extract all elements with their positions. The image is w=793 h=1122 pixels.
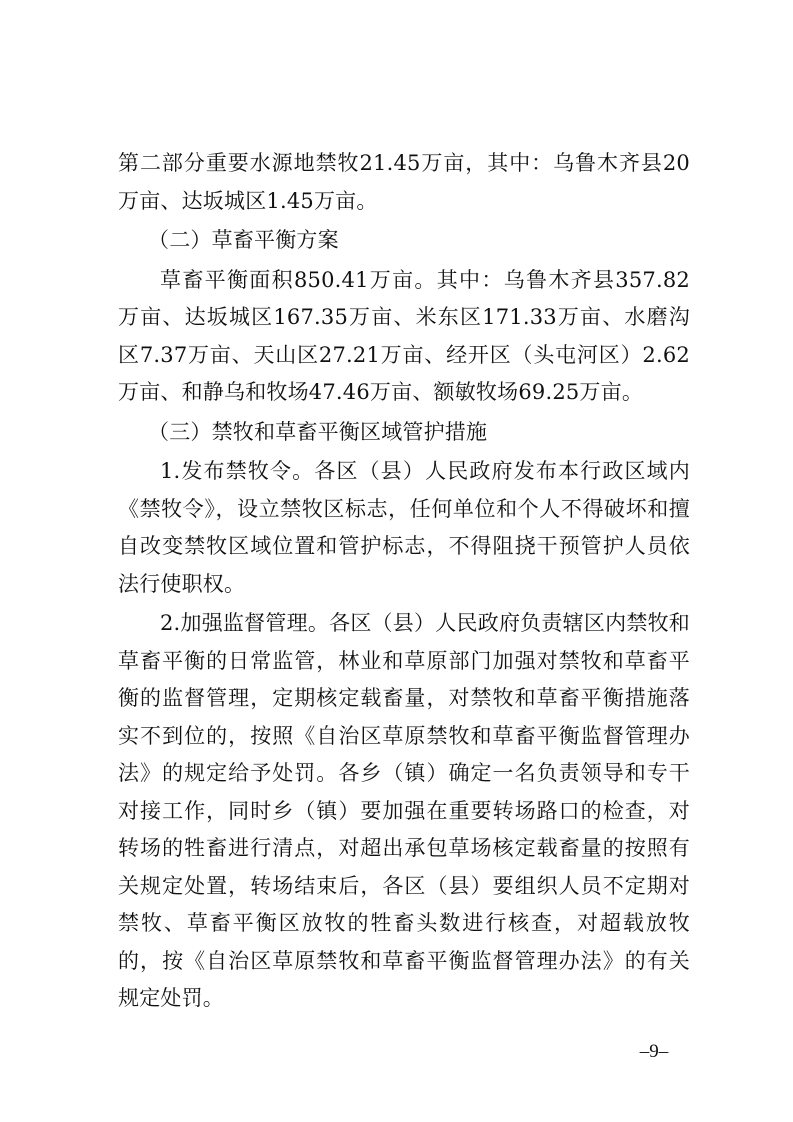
paragraph-grazing-ban-order: 1.发布禁牧令。各区（县）人民政府发布本行政区域内《禁牧令》，设立禁牧区标志，任何单位和个人不得破坏和擅自改变禁牧区域位置和管护标志，不得阻挠干预管护人员依法行使职权。 [118,459,690,596]
paragraph-grass-livestock-balance-area: 草畜平衡面积850.41万亩。其中：乌鲁木齐县357.82万亩、达坂城区167.35万亩、米东区171.33万亩、水磨沟区7.37万亩、天山区27.21万亩、经开区（头屯河区）2.62万亩、和静乌和牧场47.46万亩、额敏牧场69.25万亩。 [118,267,690,404]
document-body [118,145,690,1018]
paragraph-supervision-management: 2.加强监督管理。各区（县）人民政府负责辖区内禁牧和草畜平衡的日常监管，林业和草原部门加强对禁牧和草畜平衡的监督管理，定期核定载畜量，对禁牧和草畜平衡措施落实不到位的，按照《自治区草原禁牧和草畜平衡监督管理办法》的规定给予处罚。各乡（镇）确定一名负责领导和专干对接工作，同时乡（镇）要加强在重要转场路口的检查，对转场的牲畜进行清点，对超出承包草场核定载畜量的按照有关规定处置，转场结束后，各区（县）要组织人员不定期对禁牧、草畜平衡区放牧的牲畜头数进行核查，对超载放牧的，按《自治区草原禁牧和草畜平衡监督管理办法》的有关规定处罚。 [118,611,690,1010]
paragraph-water-source-grazing-ban: 第二部分重要水源地禁牧21.45万亩，其中：乌鲁木齐县20万亩、达坂城区1.45万亩。 [118,151,690,213]
section-heading-management-measures: （三）禁牧和草畜平衡区域管护措施 [148,419,488,444]
section-heading-grass-livestock-balance-plan: （二）草畜平衡方案 [148,228,339,252]
page-number: –9– [639,1041,669,1062]
